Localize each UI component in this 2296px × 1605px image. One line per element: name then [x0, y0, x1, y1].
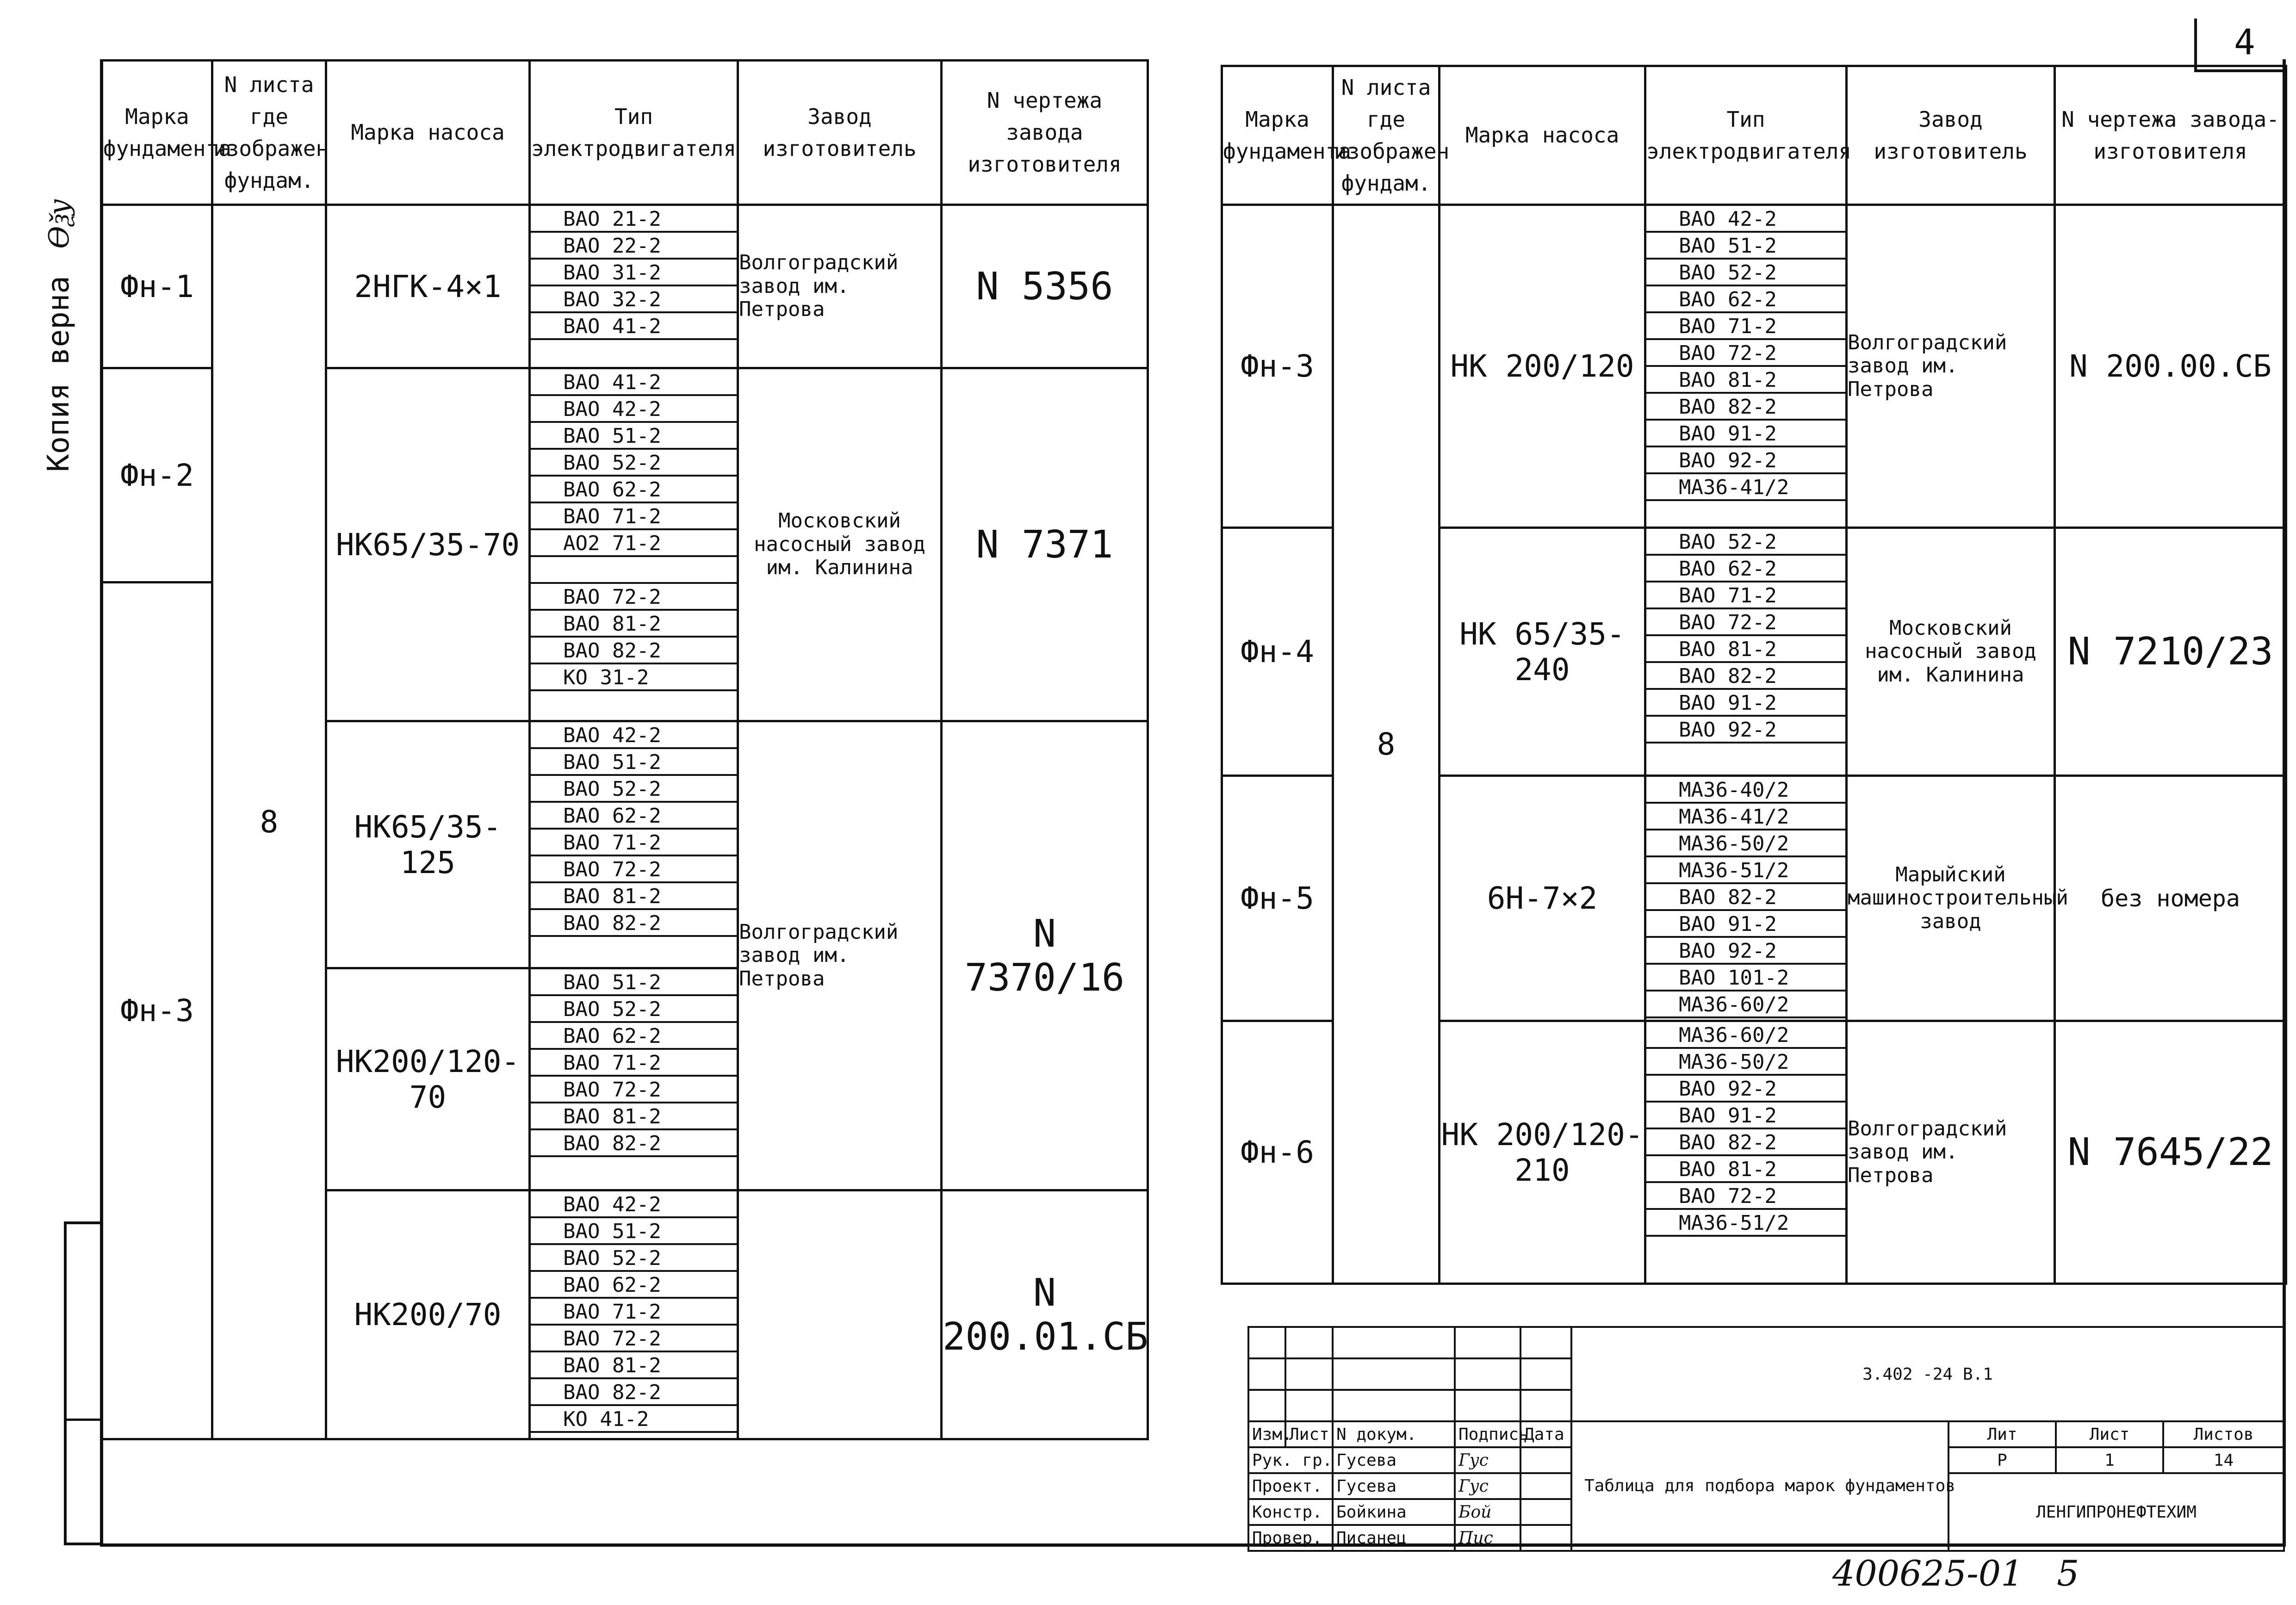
- pump-cell: 2НГК-4×1: [326, 205, 530, 368]
- drawing-cell: N 200.01.СБ: [942, 1190, 1148, 1439]
- motor-list-cell: [530, 721, 738, 968]
- header-pump: Марка насоса: [1440, 66, 1645, 205]
- certified-copy-stamp: Копия верна Ѳѯу: [42, 199, 76, 472]
- motor-item: ВАО 82-2: [531, 1130, 737, 1157]
- motor-item: ВАО 52-2: [1646, 260, 1845, 286]
- motor-item: ВАО 62-2: [1646, 556, 1845, 583]
- archive-number: 400625-01 5: [1832, 1553, 2079, 1594]
- pump-cell: НК 200/120-210: [1440, 1021, 1645, 1284]
- foundation-cell: Фн-3: [102, 583, 212, 1439]
- motor-item: ВАО 42-2: [531, 396, 737, 423]
- motor-item: ВАО 81-2: [1646, 1156, 1845, 1183]
- document-code: 3.402 -24 В.1: [1571, 1327, 2284, 1421]
- organization: ЛЕНГИПРОНЕФТЕХИМ: [1948, 1473, 2284, 1551]
- motor-item: МА36-50/2: [1646, 1049, 1845, 1076]
- motor-item: ВАО 52-2: [531, 450, 737, 477]
- header-drawing: N чертежа завода-изготовителя: [2055, 66, 2286, 205]
- motor-item: МА36-51/2: [1646, 1210, 1845, 1237]
- motor-item: ВАО 82-2: [531, 910, 737, 937]
- sheet-label: Лист: [2056, 1421, 2163, 1447]
- motor-item: ВАО 72-2: [1646, 1183, 1845, 1210]
- motor-item: ВАО 62-2: [531, 803, 737, 830]
- motor-item: ВАО 92-2: [1646, 1076, 1845, 1103]
- motor-item: ВАО 41-2: [531, 313, 737, 340]
- foundation-cell: Фн-1: [102, 205, 212, 368]
- drawing-cell: N 7210/23: [2055, 528, 2286, 776]
- foundation-cell: Фн-2: [102, 368, 212, 583]
- motor-item: ВАО 51-2: [531, 423, 737, 450]
- motor-item: МА36-50/2: [1646, 830, 1845, 857]
- left-foundation-table: [101, 59, 1149, 1440]
- motor-item: ВАО 91-2: [1646, 690, 1845, 717]
- pump-cell: НК 200/120: [1440, 205, 1645, 528]
- header-foundation: Марка фундамента: [102, 61, 212, 205]
- motor-item: ВАО 51-2: [531, 749, 737, 776]
- stage-label: Лит: [1948, 1421, 2056, 1447]
- motor-item: ВАО 52-2: [531, 1245, 737, 1272]
- name-cell: Гусева: [1333, 1447, 1455, 1473]
- sheet-number-cell: 8: [1333, 205, 1440, 1284]
- role-cell: Провер.: [1248, 1525, 1333, 1551]
- right-foundation-table: [1221, 65, 2287, 1285]
- motor-item: ВАО 72-2: [531, 584, 737, 611]
- motor-item: ВАО 51-2: [1646, 233, 1845, 260]
- motor-item: ВАО 81-2: [531, 611, 737, 638]
- col-change: Изм.: [1248, 1421, 1285, 1447]
- motor-item: ВАО 62-2: [531, 1023, 737, 1050]
- motor-item: КО 31-2: [531, 664, 737, 691]
- motor-item: ВАО 82-2: [531, 1379, 737, 1406]
- motor-item: МА36-51/2: [1646, 857, 1845, 884]
- motor-item: МА36-60/2: [1646, 1022, 1845, 1049]
- motor-item: ВАО 42-2: [531, 1191, 737, 1218]
- motor-item: ВАО 71-2: [1646, 313, 1845, 340]
- motor-item: ВАО 81-2: [531, 883, 737, 910]
- motor-item: ВАО 92-2: [1646, 717, 1845, 744]
- motor-item: ВАО 52-2: [531, 776, 737, 803]
- col-doc-no: N докум.: [1333, 1421, 1455, 1447]
- pump-cell: НК 65/35-240: [1440, 528, 1645, 776]
- sheets-label: Листов: [2163, 1421, 2284, 1447]
- header-foundation: Марка фундамента: [1222, 66, 1333, 205]
- motor-item: ВАО 71-2: [531, 1050, 737, 1077]
- motor-item: ВАО 82-2: [1646, 663, 1845, 690]
- signature-cell: Бой: [1455, 1499, 1520, 1525]
- motor-item: МА36-41/2: [1646, 804, 1845, 830]
- motor-item: ВАО 91-2: [1646, 421, 1845, 447]
- motor-item: ВАО 72-2: [531, 1077, 737, 1103]
- foundation-cell: Фн-6: [1222, 1021, 1333, 1284]
- motor-item: ВАО 71-2: [1646, 583, 1845, 609]
- motor-item: ВАО 91-2: [1646, 911, 1845, 938]
- col-sheet: Лист: [1285, 1421, 1333, 1447]
- motor-item: КО 41-2: [531, 1406, 737, 1433]
- signature-cell: Гус: [1455, 1473, 1520, 1499]
- motor-item: АО2 71-2: [531, 530, 737, 557]
- drawing-cell: N 7371: [942, 368, 1148, 721]
- motor-item: ВАО 81-2: [531, 1352, 737, 1379]
- motor-item: ВАО 72-2: [1646, 340, 1845, 367]
- factory-cell: Московский насосный завод им. Калинина: [1847, 528, 2055, 776]
- motor-item: ВАО 72-2: [531, 856, 737, 883]
- motor-list-cell: [530, 1190, 738, 1439]
- role-cell: Проект.: [1248, 1473, 1333, 1499]
- stamp-signature: Ѳѯу: [43, 199, 75, 249]
- motor-list-cell: [1645, 776, 1847, 1021]
- factory-cell-empty: [738, 1190, 942, 1439]
- name-cell: Гусева: [1333, 1473, 1455, 1499]
- factory-cell: Волгоградский завод им. Петрова: [1847, 1021, 2055, 1284]
- document-title: Таблица для подбора марок фундаментов: [1571, 1421, 1948, 1551]
- header-motor: Тип электродвигателя: [530, 61, 738, 205]
- drawing-cell: N 7370/16: [942, 721, 1148, 1190]
- header-factory: Завод изготовитель: [1847, 66, 2055, 205]
- factory-cell: Волгоградский завод им. Петрова: [738, 721, 942, 1190]
- motor-item: ВАО 81-2: [531, 1103, 737, 1130]
- motor-item: ВАО 31-2: [531, 260, 737, 286]
- factory-cell: Волгоградский завод им. Петрова: [738, 205, 942, 368]
- motor-item: ВАО 82-2: [1646, 884, 1845, 911]
- motor-list-cell: [530, 368, 738, 721]
- motor-item: ВАО 82-2: [531, 638, 737, 664]
- stage-value: Р: [1948, 1447, 2056, 1473]
- drawing-cell: N 200.00.СБ: [2055, 205, 2286, 528]
- foundation-cell: Фн-3: [1222, 205, 1333, 528]
- motor-item: ВАО 22-2: [531, 233, 737, 260]
- motor-list-cell: [530, 205, 738, 368]
- motor-item: ВАО 81-2: [1646, 367, 1845, 394]
- sheet-value: 1: [2056, 1447, 2163, 1473]
- pump-cell: НК200/120-70: [326, 968, 530, 1190]
- motor-item: ВАО 92-2: [1646, 447, 1845, 474]
- motor-item: ВАО 52-2: [1646, 529, 1845, 556]
- name-cell: Бойкина: [1333, 1499, 1455, 1525]
- role-cell: Констр.: [1248, 1499, 1333, 1525]
- sheet-number: 4: [2234, 21, 2255, 62]
- motor-item: ВАО 42-2: [1646, 206, 1845, 233]
- motor-item: ВАО 81-2: [1646, 636, 1845, 663]
- factory-cell: Марыйский машиностроительный завод: [1847, 776, 2055, 1021]
- col-date: Дата: [1520, 1421, 1571, 1447]
- factory-cell: Волгоградский завод им. Петрова: [1847, 205, 2055, 528]
- motor-item: ВАО 101-2: [1646, 965, 1845, 992]
- pump-cell: НК65/35-70: [326, 368, 530, 721]
- foundation-cell: Фн-5: [1222, 776, 1333, 1021]
- motor-item: ВАО 21-2: [531, 206, 737, 233]
- motor-item: ВАО 51-2: [531, 1218, 737, 1245]
- motor-item: ВАО 72-2: [531, 1326, 737, 1352]
- motor-item: ВАО 82-2: [1646, 394, 1845, 421]
- motor-item: ВАО 51-2: [531, 969, 737, 996]
- motor-item: МА36-41/2: [1646, 474, 1845, 501]
- motor-list-cell: [1645, 205, 1847, 528]
- sheet-number-box: [2194, 19, 2285, 72]
- motor-item: ВАО 91-2: [1646, 1103, 1845, 1129]
- sheets-value: 14: [2163, 1447, 2284, 1473]
- motor-item: ВАО 32-2: [531, 286, 737, 313]
- header-drawing: N чертежа завода изготовителя: [942, 61, 1148, 205]
- motor-item: ВАО 52-2: [531, 996, 737, 1023]
- name-cell: Писанец: [1333, 1525, 1455, 1551]
- motor-item: ВАО 71-2: [531, 1299, 737, 1326]
- drawing-cell: N 5356: [942, 205, 1148, 368]
- factory-cell: Московский насосный завод им. Калинина: [738, 368, 942, 721]
- header-sheet: N листа где изображен фундам.: [1333, 66, 1440, 205]
- drawing-cell: N 7645/22: [2055, 1021, 2286, 1284]
- motor-item: ВАО 71-2: [531, 503, 737, 530]
- motor-list-cell: [530, 968, 738, 1190]
- pump-cell: НК65/35-125: [326, 721, 530, 968]
- header-sheet: N листа где изображен фундам.: [212, 61, 326, 205]
- motor-item: ВАО 62-2: [531, 477, 737, 503]
- sheet-number-cell: 8: [212, 205, 326, 1439]
- pump-cell: 6Н-7×2: [1440, 776, 1645, 1021]
- title-block: [1247, 1326, 2285, 1552]
- motor-item: ВАО 41-2: [531, 369, 737, 396]
- header-pump: Марка насоса: [326, 61, 530, 205]
- header-factory: Завод изготовитель: [738, 61, 942, 205]
- role-cell: Рук. гр.: [1248, 1447, 1333, 1473]
- motor-item: ВАО 82-2: [1646, 1129, 1845, 1156]
- drawing-cell: без номера: [2055, 776, 2286, 1021]
- motor-item: ВАО 72-2: [1646, 609, 1845, 636]
- signature-cell: Пис: [1455, 1525, 1520, 1551]
- motor-item: ВАО 62-2: [531, 1272, 737, 1299]
- foundation-cell: Фн-4: [1222, 528, 1333, 776]
- motor-item: МА36-60/2: [1646, 992, 1845, 1018]
- motor-item: МА36-40/2: [1646, 777, 1845, 804]
- motor-item: ВАО 71-2: [531, 830, 737, 856]
- motor-item: [531, 557, 737, 584]
- pump-cell: НК200/70: [326, 1190, 530, 1439]
- motor-item: ВАО 42-2: [531, 722, 737, 749]
- signature-cell: Гус: [1455, 1447, 1520, 1473]
- motor-list-cell: [1645, 1021, 1847, 1284]
- motor-item: ВАО 62-2: [1646, 286, 1845, 313]
- header-motor: Тип электродвигателя: [1645, 66, 1847, 205]
- col-signature: Подпись: [1455, 1421, 1520, 1447]
- motor-item: ВАО 92-2: [1646, 938, 1845, 965]
- motor-list-cell: [1645, 528, 1847, 776]
- binding-strip: [64, 1221, 102, 1545]
